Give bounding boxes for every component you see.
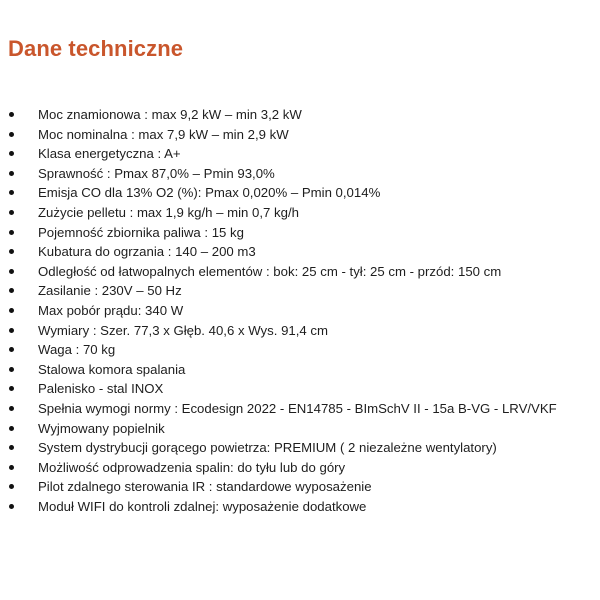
- spec-text: Stalowa komora spalania: [38, 361, 186, 377]
- spec-text: Wymiary : Szer. 77,3 x Głęb. 40,6 x Wys. 91,4 cm: [38, 322, 328, 338]
- spec-text: Klasa energetyczna : A+: [38, 146, 181, 162]
- spec-text: Max pobór prądu: 340 W: [38, 302, 184, 318]
- bullet-icon: [9, 445, 14, 450]
- spec-text: Wyjmowany popielnik: [38, 420, 165, 436]
- bullet-icon: [9, 426, 14, 431]
- bullet-icon: [9, 328, 14, 333]
- spec-text: Zasilanie : 230V – 50 Hz: [38, 283, 182, 299]
- bullet-icon: [9, 171, 14, 176]
- bullet-icon: [9, 230, 14, 235]
- bullet-icon: [9, 151, 14, 156]
- bullet-icon: [9, 406, 14, 411]
- bullet-icon: [9, 112, 14, 117]
- bullet-icon: [9, 347, 14, 352]
- bullet-icon: [9, 249, 14, 254]
- spec-text: Odległość od łatwopalnych elementów : bok: 25 cm - tył: 25 cm - przód: 150 cm: [38, 263, 502, 279]
- bullet-icon: [9, 132, 14, 137]
- spec-text: Zużycie pelletu : max 1,9 kg/h – min 0,7 kg/h: [38, 204, 299, 220]
- spec-text: Możliwość odprowadzenia spalin: do tyłu lub do góry: [38, 459, 346, 475]
- spec-text: Emisja CO dla 13% O2 (%): Pmax 0,020% – Pmin 0,014%: [38, 185, 381, 201]
- bullet-icon: [9, 308, 14, 313]
- spec-text: Moc znamionowa : max 9,2 kW – min 3,2 kW: [38, 107, 302, 122]
- bullet-icon: [9, 484, 14, 489]
- spec-text: Spełnia wymogi normy : Ecodesign 2022 - EN14785 - BImSchV II - 15a B-VG - LRV/VKF: [38, 400, 557, 416]
- bullet-icon: [9, 210, 14, 215]
- spec-text: Waga : 70 kg: [38, 342, 116, 358]
- spec-text: System dystrybucji gorącego powietrza: PREMIUM ( 2 niezależne wentylatory): [38, 440, 497, 456]
- spec-text: Moc nominalna : max 7,9 kW – min 2,9 kW: [38, 126, 289, 142]
- page-title: Dane techniczne: [8, 36, 184, 61]
- bullet-icon: [9, 190, 14, 195]
- bullet-icon: [9, 269, 14, 274]
- spec-text: Kubatura do ogrzania : 140 – 200 m3: [38, 244, 256, 260]
- spec-text: Moduł WIFI do kontroli zdalnej: wyposażenie dodatkowe: [38, 498, 367, 514]
- bullet-icon: [9, 367, 14, 372]
- spec-text: Palenisko - stal INOX: [38, 381, 164, 397]
- bullet-icon: [9, 288, 14, 293]
- spec-text: Pojemność zbiornika paliwa : 15 kg: [38, 224, 244, 240]
- spec-text: Sprawność : Pmax 87,0% – Pmin 93,0%: [38, 165, 275, 181]
- spec-text: Pilot zdalnego sterowania IR : standardowe wyposażenie: [38, 479, 372, 495]
- bullet-icon: [9, 386, 14, 391]
- bullet-icon: [9, 465, 14, 470]
- bullet-icon: [9, 504, 14, 509]
